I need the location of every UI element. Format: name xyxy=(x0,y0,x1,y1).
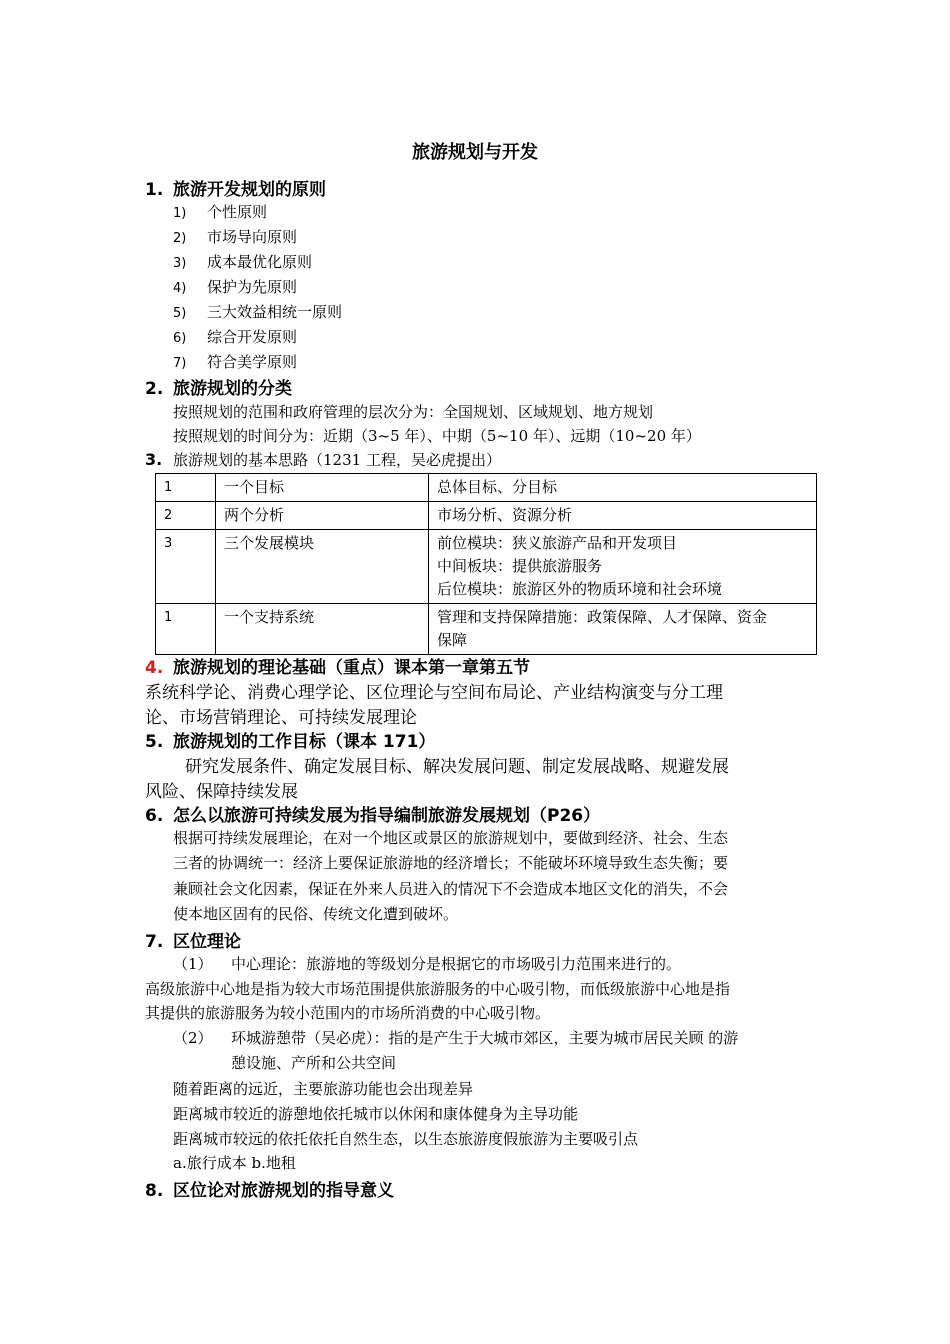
paragraph-line xyxy=(173,1027,738,1048)
paragraph-line xyxy=(173,953,681,974)
list-item-text: 市场导向原则 xyxy=(207,228,298,246)
section-4-heading xyxy=(145,653,530,678)
section-number: 4. xyxy=(145,658,164,678)
cell-line: 前位模块：狭义旅游产品和开发项目 xyxy=(437,534,678,552)
list-item xyxy=(173,276,297,297)
section-8-heading xyxy=(145,1176,394,1201)
cell-line: 市场分析、资源分析 xyxy=(437,506,573,524)
list-item-text: 中心理论：旅游地的等级划分是根据它的市场吸引力范围来进行的。 xyxy=(231,955,682,973)
table-cell: 1 xyxy=(156,474,216,502)
section-title: 旅游开发规划的原则 xyxy=(173,180,326,200)
list-item-text: 综合开发原则 xyxy=(207,328,298,346)
document-title: 旅游规划与开发 xyxy=(412,142,538,163)
cell-line: 保障 xyxy=(437,631,468,649)
paragraph-line: 系统科学论、消费心理学论、区位理论与空间布局论、产业结构演变与分工理 xyxy=(145,683,723,703)
list-item xyxy=(173,201,267,222)
list-item xyxy=(173,301,342,322)
paragraph-line: a.旅行成本 b.地租 xyxy=(173,1154,296,1172)
section-title: 旅游规划的工作目标（课本 171） xyxy=(173,732,436,752)
table-cell: 两个分析 xyxy=(216,502,429,530)
list-item-number: （2） xyxy=(173,1029,213,1047)
list-item-text: 保护为先原则 xyxy=(207,278,298,296)
list-item xyxy=(173,251,312,272)
cell-line: 总体目标、分目标 xyxy=(437,478,558,496)
section-number: 6. xyxy=(145,806,164,826)
section-number: 3. xyxy=(145,450,163,469)
paragraph-line: 三者的协调统一：经济上要保证旅游地的经济增长；不能破坏环境导致生态失衡；要 xyxy=(173,854,729,872)
table-cell xyxy=(429,530,817,604)
table-row xyxy=(156,502,817,530)
paragraph-line: 高级旅游中心地是指为较大市场范围提供旅游服务的中心吸引物，而低级旅游中心地是指 xyxy=(145,980,731,998)
framework-table xyxy=(155,473,817,655)
cell-line: 管理和支持保障措施：政策保障、人才保障、资金 xyxy=(437,608,768,626)
list-item xyxy=(173,351,297,372)
section-number: 5. xyxy=(145,732,164,752)
section-2-heading xyxy=(145,374,292,399)
paragraph-line: 论、市场营销理论、可持续发展理论 xyxy=(145,708,417,728)
list-item-number: 6) xyxy=(173,331,187,346)
list-item-number: 4) xyxy=(173,281,187,296)
table-cell: 一个支持系统 xyxy=(216,604,429,655)
table-cell: 一个目标 xyxy=(216,474,429,502)
list-item-number: 7) xyxy=(173,356,187,371)
section-3-heading xyxy=(145,449,501,470)
paragraph-line: 其提供的旅游服务为较小范围内的市场所消费的中心吸引物。 xyxy=(145,1004,551,1022)
table-cell: 三个发展模块 xyxy=(216,530,429,604)
section-title: 区位理论 xyxy=(173,932,241,952)
paragraph-line: 使本地区固有的民俗、传统文化遭到破坏。 xyxy=(173,905,459,923)
section-1-heading xyxy=(145,175,326,200)
paragraph-line: 按照规划的时间分为：近期（3~5 年）、中期（5~10 年）、远期（10~20 年） xyxy=(173,427,701,445)
cell-line: 中间板块：提供旅游服务 xyxy=(437,557,603,575)
table-row xyxy=(156,474,817,502)
paragraph-line: 距离城市较远的依托依托自然生态，以生态旅游度假旅游为主要吸引点 xyxy=(173,1130,639,1148)
section-title: 旅游规划的理论基础（重点）课本第一章第五节 xyxy=(173,658,530,678)
section-title: 旅游规划的基本思路（1231 工程，吴必虎提出） xyxy=(173,451,501,469)
list-item xyxy=(173,326,297,347)
paragraph-line: 随着距离的远近，主要旅游功能也会出现差异 xyxy=(173,1080,474,1098)
table-cell: 2 xyxy=(156,502,216,530)
list-item-text: 三大效益相统一原则 xyxy=(207,303,343,321)
paragraph-line: 研究发展条件、确定发展目标、解决发展问题、制定发展战略、规避发展 xyxy=(185,757,729,777)
cell-line: 后位模块：旅游区外的物质环境和社会环境 xyxy=(437,580,723,598)
paragraph-line: 风险、保障持续发展 xyxy=(145,782,298,802)
section-6-heading xyxy=(145,801,600,826)
section-title: 区位论对旅游规划的指导意义 xyxy=(173,1181,394,1201)
table-cell xyxy=(429,474,817,502)
list-item-text: 个性原则 xyxy=(207,203,268,221)
section-title: 旅游规划的分类 xyxy=(173,379,292,399)
section-number: 1. xyxy=(145,180,164,200)
section-number: 8. xyxy=(145,1181,164,1201)
list-item-number: 5) xyxy=(173,306,187,321)
list-item-text: 成本最优化原则 xyxy=(207,253,313,271)
table-cell xyxy=(429,502,817,530)
list-item-text: 环城游憩带（吴必虎）：指的是产生于大城市郊区，主要为城市居民关顾 的游 xyxy=(231,1029,739,1047)
paragraph-line: 兼顾社会文化因素，保证在外来人员进入的情况下不会造成本地区文化的消失，不会 xyxy=(173,880,729,898)
table-cell: 1 xyxy=(156,604,216,655)
list-item xyxy=(173,226,297,247)
section-title: 怎么以旅游可持续发展为指导编制旅游发展规划（P26） xyxy=(173,806,601,826)
paragraph-line: 按照规划的范围和政府管理的层次分为：全国规划、区域规划、地方规划 xyxy=(173,403,654,421)
section-number: 7. xyxy=(145,932,164,952)
paragraph-line: 根据可持续发展理论，在对一个地区或景区的旅游规划中，要做到经济、社会、生态 xyxy=(173,829,729,847)
list-item-number: 3) xyxy=(173,256,187,271)
paragraph-line: 憩设施、产所和公共空间 xyxy=(231,1054,397,1072)
section-7-heading xyxy=(145,927,241,952)
table-row xyxy=(156,530,817,604)
list-item-text: 符合美学原则 xyxy=(207,353,298,371)
table-cell: 3 xyxy=(156,530,216,604)
list-item-number: 2) xyxy=(173,231,187,246)
paragraph-line: 距离城市较近的游憩地依托城市以休闲和康体健身为主导功能 xyxy=(173,1105,579,1123)
list-item-number: （1） xyxy=(173,955,213,973)
section-5-heading xyxy=(145,727,435,752)
section-number: 2. xyxy=(145,379,164,399)
table-cell xyxy=(429,604,817,655)
list-item-number: 1) xyxy=(173,206,187,221)
table-row xyxy=(156,604,817,655)
